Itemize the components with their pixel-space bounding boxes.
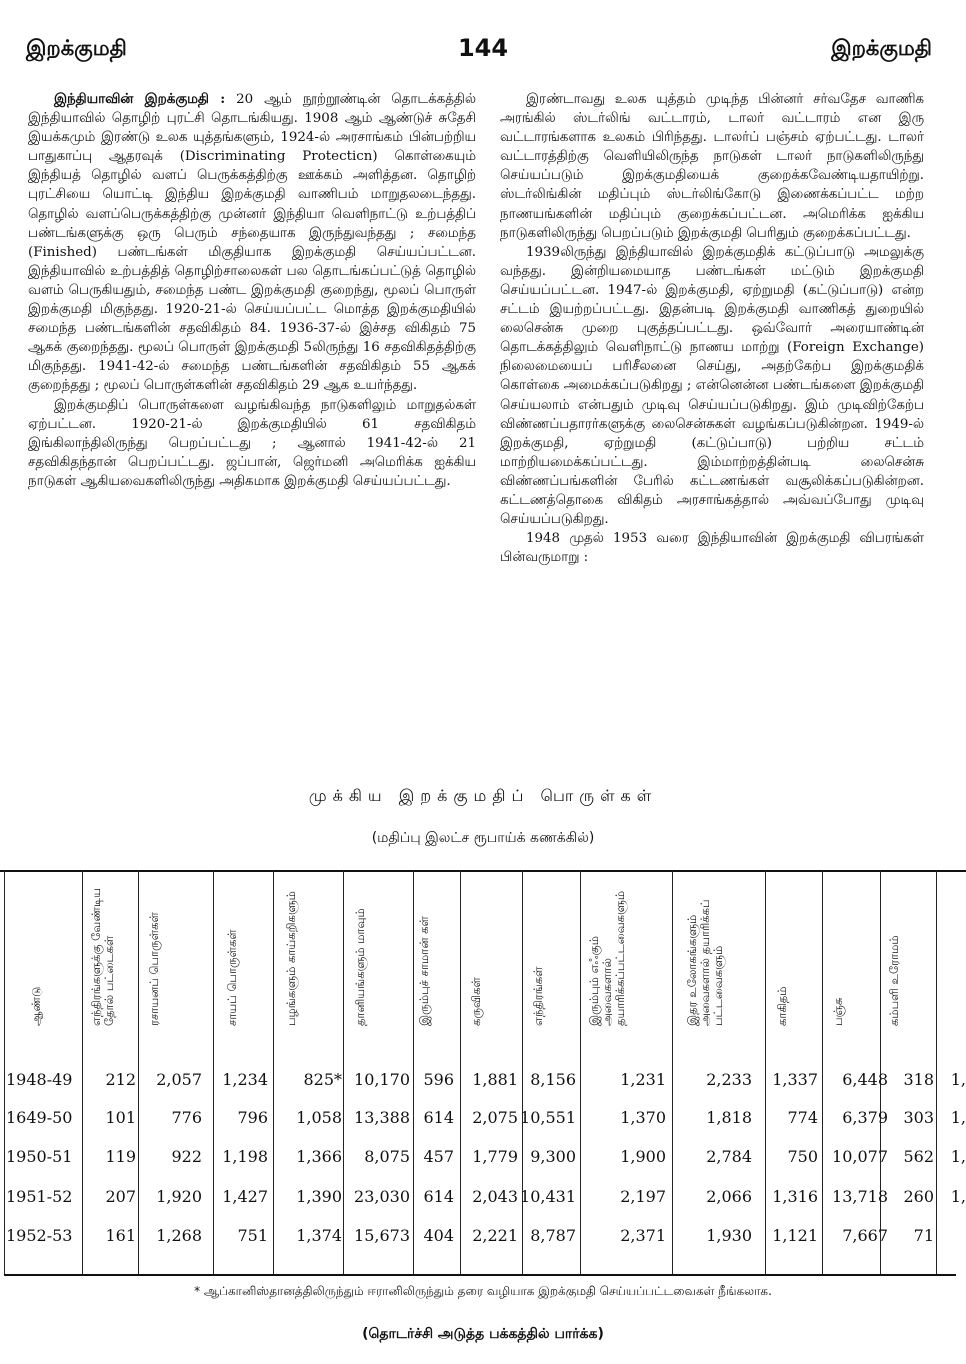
- footnote: * ஆப்கானிஸ்தானத்திலிருந்தும் ஈரானிலிருந்தும் தரை வழியாக இறக்குமதி செய்யப்பட்டவைகள் நீங்கலாக.: [194, 1284, 772, 1298]
- column-header-label: எந்திரங்கள்: [531, 966, 545, 1026]
- table-cell: 1,268: [156, 1226, 202, 1245]
- table-cell: 13,718: [832, 1187, 888, 1206]
- table-cell: 750: [787, 1147, 818, 1166]
- left-column: [28, 90, 476, 491]
- table-cell: 1,337: [772, 1070, 818, 1089]
- table-row: [0, 1102, 966, 1136]
- continuation-note: (தொடர்ச்சி அடுத்த பக்கத்தில் பார்க்க): [362, 1326, 604, 1342]
- table-cell: 1,900: [620, 1147, 666, 1166]
- table-cell: 2,371: [620, 1226, 666, 1245]
- table-cell: 9,300: [530, 1147, 576, 1166]
- table-cell: 6,448: [842, 1070, 888, 1089]
- row-year: 1649-50: [6, 1108, 73, 1127]
- table-row: [0, 1181, 966, 1215]
- table-cell: 207: [105, 1187, 136, 1206]
- table-bottom-rule: [4, 1274, 956, 1276]
- table-cell: 2,197: [620, 1187, 666, 1206]
- table-cell: 10,551: [520, 1108, 576, 1127]
- table-cell: 23,030: [354, 1187, 410, 1206]
- table-cell: 71: [913, 1226, 934, 1245]
- table-cell: 101: [105, 1108, 136, 1127]
- table-cell: 922: [171, 1147, 202, 1166]
- table-cell: 7,667: [842, 1226, 888, 1245]
- column-header-label: சாயப் பொருள்கள்: [225, 929, 239, 1026]
- table-cell: 2,075: [472, 1108, 518, 1127]
- left-paragraph-2: இறக்குமதிப் பொருள்களை வழங்கிவந்த நாடுகளிலும் மாறுதல்கள் ஏற்பட்டன. 1920-21-ல் இறக்குமதியில் 61 சதவிகிதம் இங்கிலாந்திலிருந்து பெறப்பட்டது ; ஆனால் 1941-42-ல் 21 சதவிகிதந்தான் பெறப்பட்டது. ஜப்பான், ஜெர்மனி அமெரிக்க ஐக்கிய நாடுகள் ஆகியவைகளிலிருந்து அதிகமாக இறக்குமதி செய்யப்பட்டது.: [28, 397, 476, 489]
- table-cell: 15,673: [354, 1226, 410, 1245]
- row-year: 1951-52: [6, 1187, 73, 1206]
- table-cell: 404: [423, 1226, 454, 1245]
- table-cell: 1,930: [706, 1226, 752, 1245]
- table-cell: 8,075: [364, 1147, 410, 1166]
- table-cell: 1,427: [222, 1187, 268, 1206]
- table-row: [0, 1141, 966, 1175]
- table-cell: 8,787: [530, 1226, 576, 1245]
- right-paragraph-1: இரண்டாவது உலக யுத்தம் முடிந்த பின்னர் சர்வதேச வாணிக அரங்கில் ஸ்டர்லிங் வட்டாரம், டாலர் வட்டாரம் என இரு வட்டாரங்களாக உலகம் பிரிந்தது. டாலர்ப் பஞ்சம் ஏற்பட்டது. டாலர் வட்டாரத்திற்கு வெளியிலிருந்த நாடுகள் டாலர் நாடுகளிலிருந்து செய்யப்படும் இறக்குமதியைக் குறைக்கவேண்டியதாயிற்று. ஸ்டர்லிங்கின் மதிப்பும் ஸ்டர்லிங்கோடு இணைக்கப்பட்ட மற்ற நாணயங்களின் மதிப்பும் குறைக்கப்பட்டன. அமெரிக்க ஐக்கிய நாடுகளிலிருந்து பெறப்படும் இறக்குமதி பெரிதும் குறைக்கப்பட்டது.: [500, 92, 924, 241]
- table-cell: 303: [903, 1108, 934, 1127]
- table-cell: 1,370: [620, 1108, 666, 1127]
- table-cell: 614: [423, 1108, 454, 1127]
- table-cell: 457: [423, 1147, 454, 1166]
- table-cell: 1,881: [472, 1070, 518, 1089]
- right-paragraph-3: 1948 முதல் 1953 வரை இந்தியாவின் இறக்குமதி விபரங்கள் பின்வருமாறு :: [500, 531, 924, 566]
- table-cell: 2,057: [156, 1070, 202, 1089]
- column-header-label: இரும்புச் சாமான் கள்: [417, 916, 431, 1026]
- table-cell: 776: [171, 1108, 202, 1127]
- table-cell: 318: [903, 1070, 934, 1089]
- table-cell: 1,058: [296, 1108, 342, 1127]
- table-cell: 13,388: [354, 1108, 410, 1127]
- column-header-label: காகிதம்: [775, 986, 789, 1026]
- table-subtitle: (மதிப்பு இலட்ச ரூபாய்க் கணக்கில்): [371, 830, 595, 846]
- table-cell: 796: [237, 1108, 268, 1127]
- table-cell: 10,170: [354, 1070, 410, 1089]
- row-year: 1948-49: [6, 1070, 73, 1089]
- table-cell: 2,221: [472, 1226, 518, 1245]
- table-cell: 2,043: [472, 1187, 518, 1206]
- table-cell: 1,: [950, 1147, 966, 1166]
- table-cell: 6,379: [842, 1108, 888, 1127]
- left-paragraph-1-text: 20 ஆம் நூற்றூண்டின் தொடக்கத்தில் இந்தியாவில் தொழிற் புரட்சி தொடங்கியது. 1908 ஆம் ஆண்டுச் சுதேசி இயக்கமும் இரண்டு உலக யுத்தங்களும், 1924-ல் அரசாங்கம் பின்பற்றிய பாதுகாப்பு ஆதரவுக் (Discriminating Protecticn) கொள்கையும் இந்தியத் தொழில் வளப் பெருக்கத்திற்கு ஊக்கம் அளித்தன. தொழிற் புரட்சியை யொட்டி இந்திய இறக்குமதி வாணிபம் மாறுதலடைந்தது. தொழில் வளப்பெருக்கத்திற்கு முன்னர் இந்தியா வெளிநாட்டு உற்பத்திப் பண்டங்களுக்கு ஒரு பெரும் சந்தையாக இருந்துவந்தது ; சமைந்த (Finished) பண்டங்கள் மிகுதியாக இறக்குமதி செய்யப்பட்டன. இந்தியாவில் உற்பத்தித் தொழிற்சாலைகள் பல தொடங்கப்பட்டுத் தொழில் வளம் பெருகியதும், சமைந்த பண்ட இறக்குமதி குறைந்து, மூலப் பொருள் இறக்குமதி மிகுந்தது. 1920-21-ல் செய்யப்பட்ட மொத்த இறக்குமதியில் சமைந்த பண்டங்களின் சதவிகிதம் 84. 1936-37-ல் இச்சத விகிதம் 75 ஆகக் குறைந்தது. மூலப் பொருள் இறக்குமதி 5லிருந்து 16 சதவிகிதத்திற்கு மிகுந்தது. 1941-42-ல் சமைந்த பண்டங்களின் சதவிகிதம் 55 ஆகக் குறைந்தது ; மூலப் பொருள்களின் சதவிகிதம் 29 ஆக உயர்ந்தது.: [28, 92, 477, 394]
- table-cell: 1,366: [296, 1147, 342, 1166]
- table-cell: 1,920: [156, 1187, 202, 1206]
- row-year: 1950-51: [6, 1147, 73, 1166]
- row-year: 1952-53: [6, 1226, 73, 1245]
- table-cell: 1,779: [472, 1147, 518, 1166]
- column-header-label: கம்பளி உரோமம்: [887, 935, 901, 1026]
- table-cell: 1,818: [706, 1108, 752, 1127]
- table-cell: 10,077: [832, 1147, 888, 1166]
- table-cell: 1,231: [620, 1070, 666, 1089]
- header-left-title: இறக்குமதி: [26, 36, 127, 60]
- table-cell: 751: [237, 1226, 268, 1245]
- table-cell: 596: [423, 1070, 454, 1089]
- column-header-label: இரும்பும் எஃகும் அவைகளால் தயாரிக்கப்பட்டவைகளும்: [587, 890, 627, 1026]
- header-right-title: இறக்குமதி: [831, 36, 932, 60]
- table-cell: 119: [105, 1147, 136, 1166]
- table-cell: 2,784: [706, 1147, 752, 1166]
- table-cell: 1,: [950, 1108, 966, 1127]
- table-cell: 212: [105, 1070, 136, 1089]
- table-cell: 825*: [303, 1070, 342, 1089]
- table-cell: 774: [787, 1108, 818, 1127]
- table-row: [0, 1220, 966, 1254]
- table-cell: 161: [105, 1226, 136, 1245]
- table-cell: 1,234: [222, 1070, 268, 1089]
- column-header-label: பஞ்சு: [831, 997, 845, 1026]
- table-cell: 1,316: [772, 1187, 818, 1206]
- table-cell: 2,066: [706, 1187, 752, 1206]
- column-header-label: எந்திரங்களுக்கு வேண்டிய தோல் பட்டைகள்: [89, 888, 116, 1026]
- column-header-label: தானியங்களும் மாவும்: [353, 908, 367, 1026]
- table-cell: 1,374: [296, 1226, 342, 1245]
- table-cell: 1,121: [772, 1226, 818, 1245]
- left-paragraph-1: [28, 90, 476, 396]
- column-header-label: ஆண்டு: [29, 986, 43, 1026]
- table-title: முக்கிய இறக்குமதிப் பொருள்கள்: [308, 786, 658, 805]
- table-cell: 562: [903, 1147, 934, 1166]
- table-cell: 10,431: [520, 1187, 576, 1206]
- table-cell: 1,: [950, 1070, 966, 1089]
- table-cell: 1,198: [222, 1147, 268, 1166]
- table-cell: 614: [423, 1187, 454, 1206]
- column-header-label: கருவிகள்: [469, 977, 483, 1026]
- table-cell: 260: [903, 1187, 934, 1206]
- table-cell: 1,: [950, 1187, 966, 1206]
- table-row: [0, 1064, 966, 1098]
- column-header-label: பழங்களும் காய்கறிகளும்: [284, 891, 298, 1026]
- table-cell: 8,156: [530, 1070, 576, 1089]
- section-heading: இந்தியாவின் இறக்குமதி :: [54, 91, 226, 107]
- column-header-label: ரசாயனப் பொருள்கள்: [147, 912, 161, 1026]
- page-number: 144: [457, 34, 509, 62]
- right-column: [500, 90, 924, 567]
- table-cell: 1,390: [296, 1187, 342, 1206]
- table-cell: 2,233: [706, 1070, 752, 1089]
- column-header-label: இதர உலோகங்களும் அவைகளால் தயாரிக்கப் பட்டவைகளும்: [685, 899, 725, 1026]
- right-paragraph-2: 1939லிருந்து இந்தியாவில் இறக்குமதிக் கட்டுப்பாடு அமலுக்கு வந்தது. இன்றியமையாத பண்டங்கள் மட்டும் இறக்குமதி செய்யப்பட்டன. 1947-ல் இறக்குமதி, ஏற்றுமதி (கட்டுப்பாடு) என்ற சட்டம் இயற்றப்பட்டது. இதன்படி இறக்குமதி வாணிகத் துறையில் லைசென்சு முறை புகுத்தப்பட்டது. ஒவ்வோர் அரையாண்டின் தொடக்கத்திலும் வெளிநாட்டு நாணய மாற்று (Foreign Exchange) நிலைமையைப் பரிசீலனை செய்து, அதற்கேற்ப இறக்குமதிக் கொள்கை அமைக்கப்படுகிறது ; என்னென்ன பண்டங்களை இறக்குமதி செய்யலாம் என்பதும் முடிவு செய்யப்படுகிறது. இம் முடிவிற்கேற்ப விண்ணப்பதாரர்களுக்கு லைசென்சுகள் வழங்கப்படுகின்றன. 1949-ல் இறக்குமதி, ஏற்றுமதி (கட்டுப்பாடு) பற்றிய சட்டம் மாற்றியமைக்கப்பட்டது. இம்மாற்றத்தின்படி லைசென்சு விண்ணப்பங்களின் பேரில் கட்டணங்கள் வசூலிக்கப்படுகின்றன. கட்டணத்தொகை விகிதம் அரசாங்கத்தால் அவ்வப்போது முடிவு செய்யப்படுகிறது.: [500, 244, 924, 528]
